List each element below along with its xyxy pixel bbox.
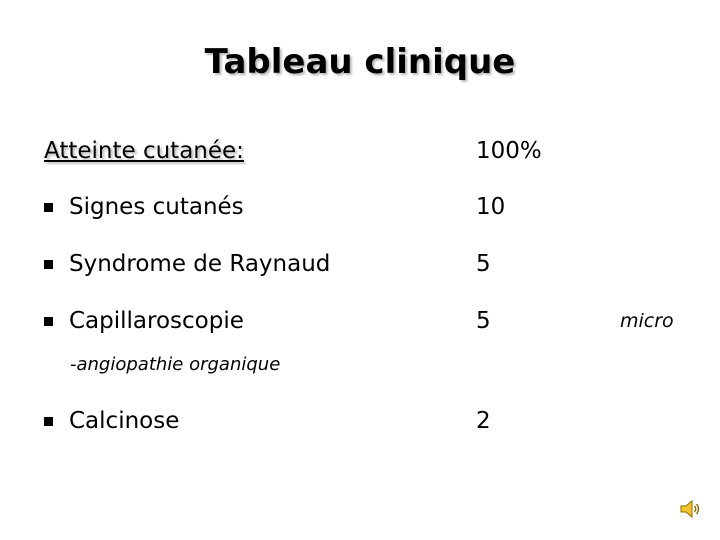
item-value: 2 [476,408,491,434]
list-item-calcinose [44,407,179,435]
item-note: micro [620,310,674,332]
square-bullet-icon [44,260,53,269]
square-bullet-icon [44,203,53,212]
header-value: 100% [476,138,542,164]
item-label: Syndrome de Raynaud [69,251,331,277]
item-value: 10 [476,194,506,220]
slide-title: Tableau clinique [204,42,516,82]
square-bullet-icon [44,417,53,426]
item-sub-text: -angiopathie organique [70,354,281,375]
item-value: 5 [476,251,491,277]
item-label: Capillaroscopie [69,308,244,334]
item-label: Calcinose [69,408,180,434]
item-label: Signes cutanés [69,194,244,220]
list-item-syndrome-de-raynaud [44,250,330,278]
list-item-signes-cutanes [44,193,244,221]
square-bullet-icon [44,317,53,326]
list-item-capillaroscopie [44,307,244,335]
header-label: Atteinte cutanée: [44,138,244,164]
item-value: 5 [476,308,491,334]
speaker-icon[interactable] [678,497,702,521]
